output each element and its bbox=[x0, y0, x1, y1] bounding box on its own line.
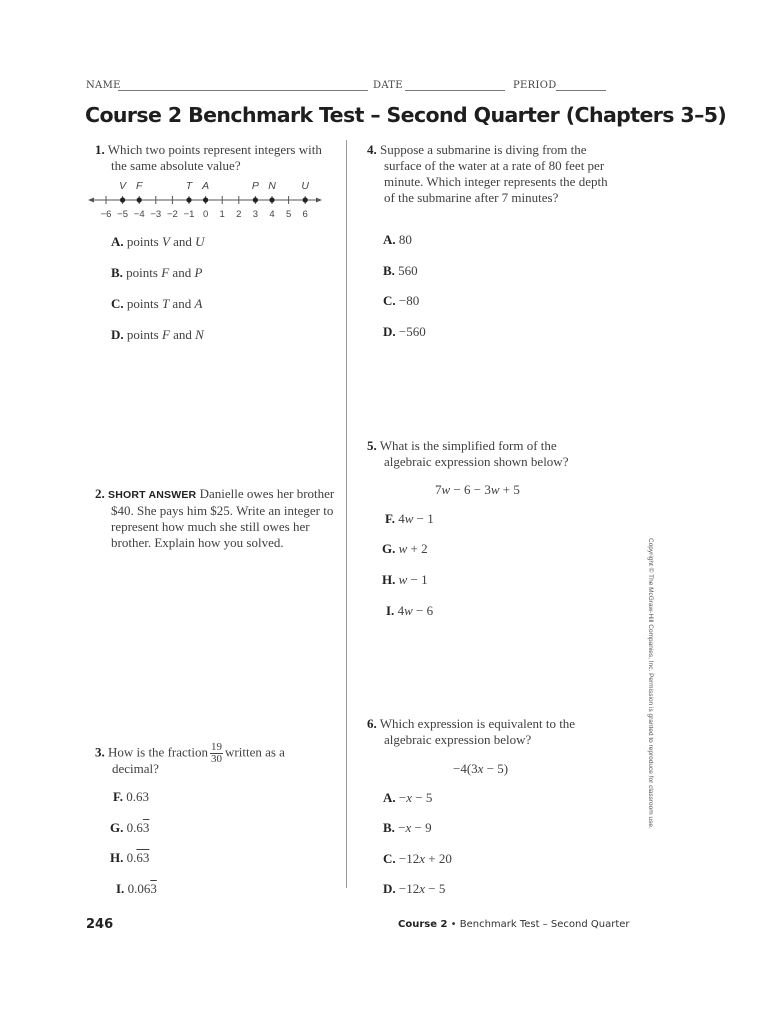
question-2-text: Danielle owes her brother $40. She pays him $25. Write an integer to represent how much she still owes her brother. Explain how you solved. bbox=[111, 486, 335, 550]
question-3 bbox=[95, 742, 335, 777]
q6-option-c[interactable]: C. −12x + 20 bbox=[383, 851, 452, 866]
number-line-point-label: P bbox=[251, 180, 259, 192]
number-line-tick-label: 5 bbox=[285, 209, 292, 220]
name-label: NAME bbox=[86, 80, 121, 91]
q1-option-c[interactable]: C. points T and A bbox=[111, 296, 203, 311]
number-line-point bbox=[253, 197, 258, 202]
number-line-tick-label: 4 bbox=[269, 209, 275, 220]
short-answer-tag: SHORT ANSWER bbox=[108, 489, 197, 501]
number-line-point-label: A bbox=[202, 180, 210, 192]
date-label: DATE bbox=[373, 80, 403, 91]
q6-option-b[interactable]: B. −x − 9 bbox=[383, 820, 432, 835]
question-1 bbox=[95, 142, 330, 174]
number-line-point bbox=[186, 197, 191, 202]
q4-option-a[interactable]: A. 80 bbox=[383, 232, 412, 247]
question-3-text-line2: decimal? bbox=[112, 761, 159, 776]
page-number: 246 bbox=[86, 917, 114, 932]
number-line-point bbox=[203, 197, 208, 202]
question-6-text: Which expression is equivalent to the algebraic expression below? bbox=[379, 716, 576, 747]
page-title: Course 2 Benchmark Test – Second Quarter (Chapters 3–5) bbox=[85, 103, 727, 127]
number-line-tick-label: 3 bbox=[252, 209, 259, 220]
q5-option-i[interactable]: I. 4w − 6 bbox=[386, 603, 434, 618]
number-line-tick-label: 2 bbox=[236, 209, 242, 220]
period-line[interactable] bbox=[556, 90, 606, 91]
number-line-point bbox=[137, 197, 142, 202]
number-line-point-label: T bbox=[185, 180, 193, 192]
number-line-left-arrow bbox=[88, 198, 94, 203]
question-4 bbox=[367, 142, 619, 206]
copyright-notice: Copyright © The McGraw-Hill Companies, Inc. Permission is granted to reproduce for classroom use. bbox=[647, 538, 654, 829]
question-5-expression: 7w − 6 − 3w + 5 bbox=[435, 482, 520, 497]
q3-option-h[interactable]: H. 0.63 bbox=[110, 850, 150, 865]
number-line-point bbox=[303, 197, 308, 202]
number-line-point-label: N bbox=[268, 180, 276, 192]
fraction-19-30: $\frac{19}{30}$ bbox=[211, 741, 223, 765]
name-line[interactable] bbox=[118, 90, 368, 91]
number-line bbox=[86, 178, 326, 220]
question-3-number: 3. bbox=[95, 744, 105, 760]
period-label: PERIOD bbox=[513, 80, 557, 91]
number-line-right-arrow bbox=[316, 198, 322, 203]
number-line-point bbox=[120, 197, 125, 202]
q1-option-a[interactable]: A. points V and U bbox=[111, 234, 205, 249]
question-5-text: What is the simplified form of the algebraic expression shown below? bbox=[379, 438, 569, 469]
q1-option-b[interactable]: B. points F and P bbox=[111, 265, 203, 280]
q3-option-i[interactable]: I. 0.063 bbox=[116, 881, 157, 896]
q1-option-d[interactable]: D. points F and N bbox=[111, 327, 204, 342]
question-5-number: 5. bbox=[367, 438, 377, 453]
date-line[interactable] bbox=[405, 90, 505, 91]
question-4-text: Suppose a submarine is diving from the surface of the water at a rate of 80 feet per minute. Which integer represents the depth of the submarine after 7 minutes? bbox=[380, 142, 608, 205]
question-6-expression: −4(3x − 5) bbox=[453, 761, 509, 776]
question-6-number: 6. bbox=[367, 716, 377, 731]
q6-option-a[interactable]: A. −x − 5 bbox=[383, 790, 433, 805]
question-2 bbox=[95, 486, 335, 551]
number-line-point bbox=[269, 197, 274, 202]
q4-option-b[interactable]: B. 560 bbox=[383, 263, 418, 278]
footer-course: Course 2 • Benchmark Test – Second Quarter bbox=[398, 919, 630, 930]
column-divider bbox=[346, 140, 347, 888]
q5-option-g[interactable]: G. w + 2 bbox=[382, 541, 428, 556]
question-1-text: Which two points represent integers with the same absolute value? bbox=[107, 142, 322, 173]
question-4-number: 4. bbox=[367, 142, 377, 157]
number-line-tick-label: −5 bbox=[117, 209, 129, 220]
number-line-point-label: U bbox=[301, 180, 309, 192]
question-5 bbox=[367, 438, 607, 470]
q4-option-d[interactable]: D. −560 bbox=[383, 324, 426, 339]
q6-option-d[interactable]: D. −12x − 5 bbox=[383, 881, 446, 896]
question-3-text-after: written as a bbox=[225, 744, 285, 760]
number-line-tick-label: −6 bbox=[100, 209, 112, 220]
number-line-tick-label: −1 bbox=[183, 209, 195, 220]
q5-option-f[interactable]: F. 4w − 1 bbox=[385, 511, 434, 526]
number-line-tick-label: −3 bbox=[150, 209, 162, 220]
number-line-tick-label: −4 bbox=[133, 209, 145, 220]
q5-option-h[interactable]: H. w − 1 bbox=[382, 572, 428, 587]
question-2-number: 2. bbox=[95, 486, 105, 501]
question-6 bbox=[367, 716, 607, 748]
q4-option-c[interactable]: C. −80 bbox=[383, 293, 420, 308]
number-line-tick-label: 6 bbox=[302, 209, 308, 220]
number-line-tick-label: 0 bbox=[202, 209, 209, 220]
question-1-number: 1. bbox=[95, 142, 105, 157]
question-3-text-before: How is the fraction bbox=[108, 744, 209, 760]
q3-option-f[interactable]: F. 0.63 bbox=[113, 789, 149, 804]
number-line-tick-label: −2 bbox=[166, 209, 178, 220]
number-line-point-label: V bbox=[119, 180, 127, 192]
q3-option-g[interactable]: G. 0.63 bbox=[110, 820, 150, 835]
number-line-tick-label: 1 bbox=[219, 209, 225, 220]
number-line-point-label: F bbox=[135, 180, 143, 192]
